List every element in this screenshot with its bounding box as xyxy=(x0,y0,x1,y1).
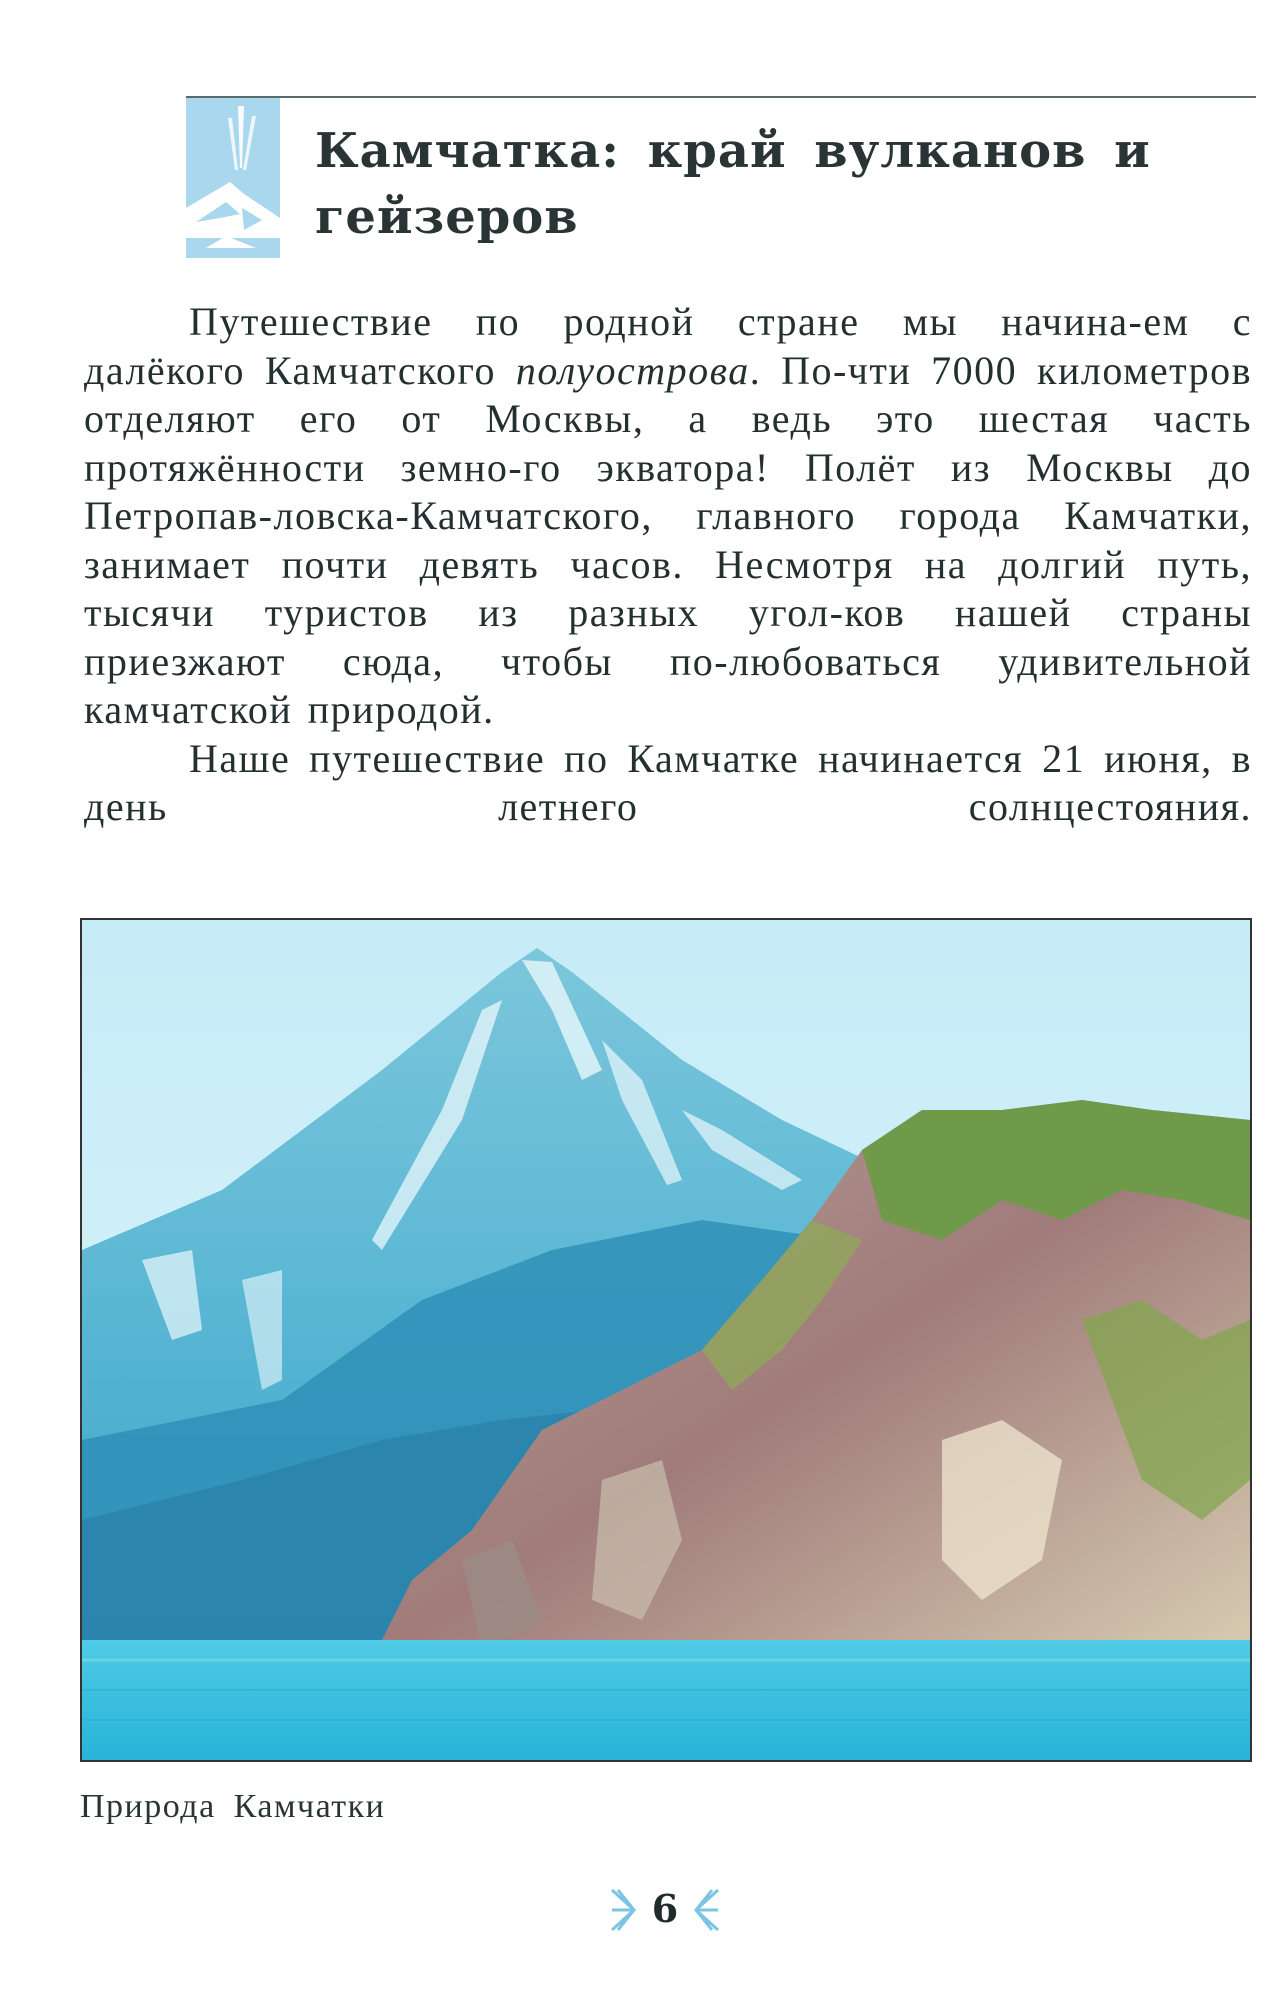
ornament-icon xyxy=(694,1888,720,1932)
kamchatka-photo xyxy=(80,918,1252,1762)
page-number-block xyxy=(610,1886,720,1936)
header-rule xyxy=(186,96,1256,98)
page-number: 6 xyxy=(651,1886,679,1931)
chapter-title: Камчатка: край вулканов и гейзеров xyxy=(315,123,1151,245)
volcano-icon xyxy=(186,98,280,258)
paragraph-1-start: Путешествие по родной стране мы начина-ем с далёкого Камчатского xyxy=(84,299,1252,393)
body-text xyxy=(84,298,1252,832)
paragraph-1-rest: . По-чти 7000 километров отделяют его от Москвы, а ведь это шестая часть протяжённости земно-го экватора! Полёт из Москвы до Петропав-ловска-Камчатского, главного города Камчатки, занимает почти девять часов. Несмотря на долгий путь, тысячи туристов из разных угол-ков нашей страны приезжают сюда, чтобы по-любоваться удивительной камчатской природой. xyxy=(84,347,1252,732)
photo-caption: Природа Камчатки xyxy=(80,1788,386,1825)
term-italic: полуострова xyxy=(515,347,750,393)
paragraph-2: Наше путешествие по Камчатке начинается 21 июня, в день летнего солнцестояния. xyxy=(84,735,1252,829)
ornament-icon xyxy=(610,1888,636,1932)
paragraph-1 xyxy=(84,298,1252,735)
